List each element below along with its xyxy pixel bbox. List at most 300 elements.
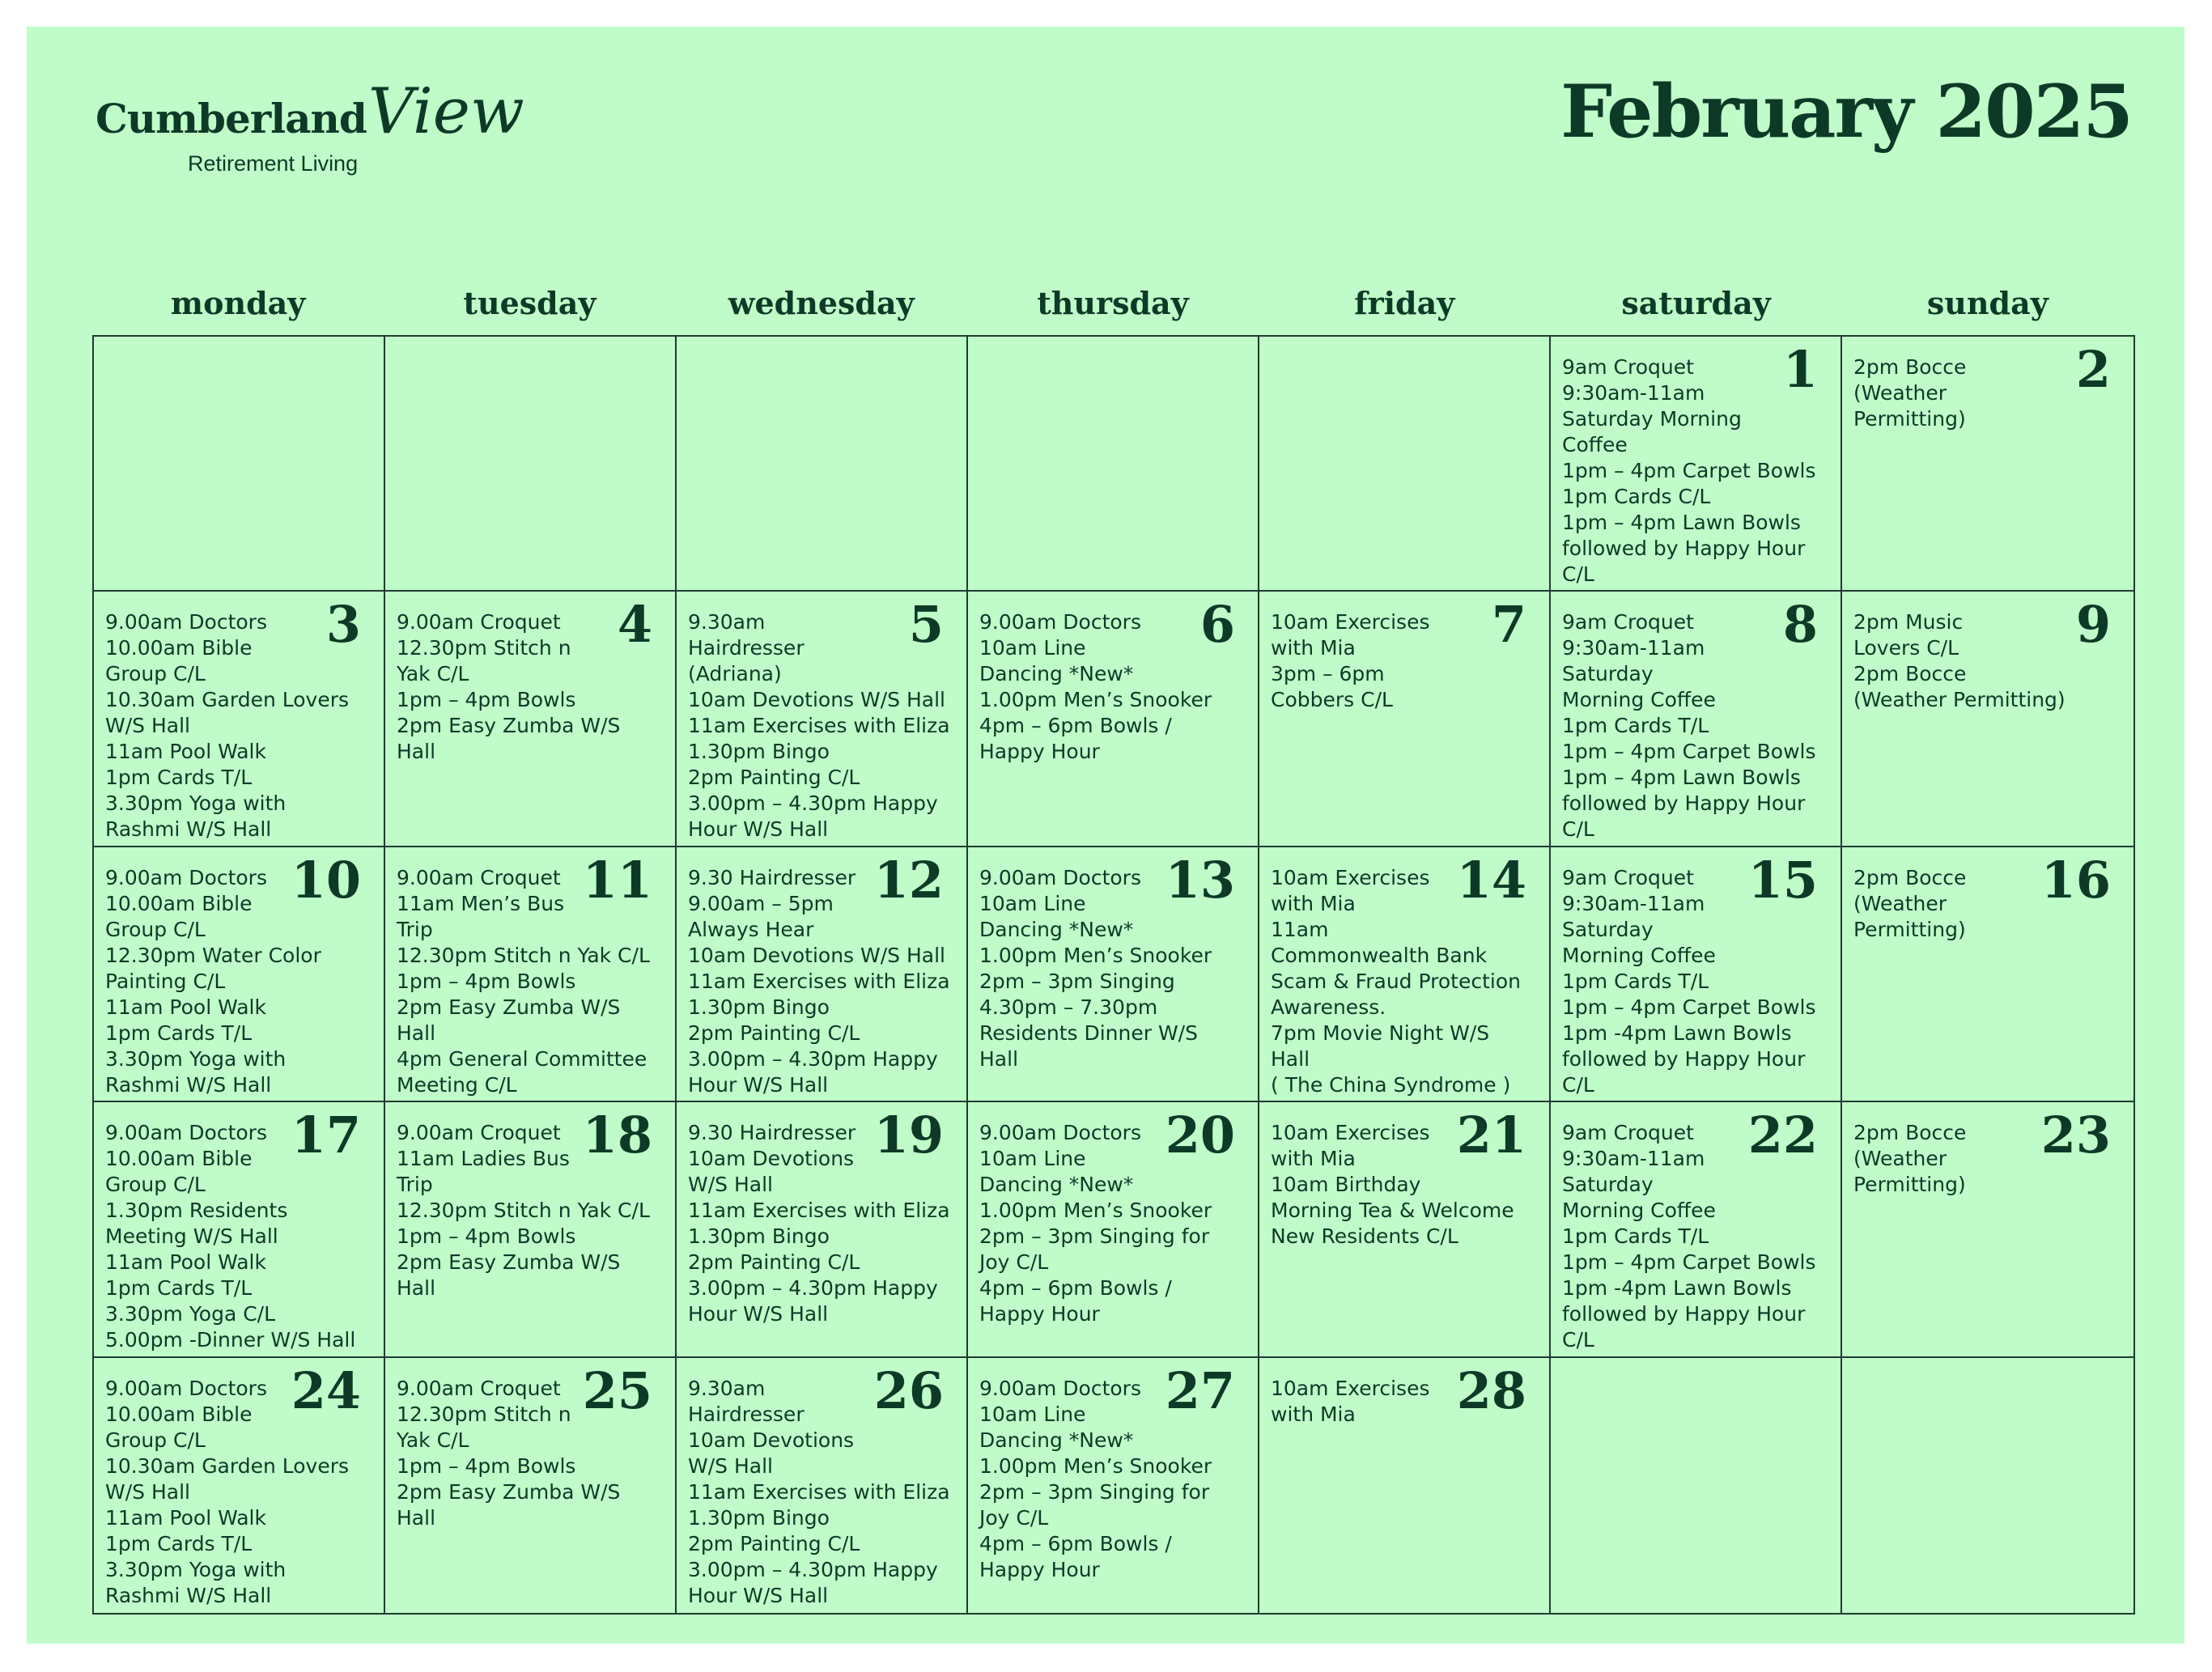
day-number: 16: [2040, 850, 2111, 910]
event-list: [397, 865, 667, 1098]
event-line: 2pm Painting C/L: [688, 1021, 860, 1045]
event-line: 1pm Cards T/L: [105, 1531, 253, 1555]
event-line: 9.30 Hairdresser: [688, 1121, 856, 1145]
day-number: 21: [1456, 1105, 1526, 1165]
event-line: 1pm – 4pm Bowls: [397, 688, 576, 712]
event-line: 1pm – 4pm Bowls: [397, 969, 576, 993]
event-line: 9.00am – 5pm: [688, 891, 834, 915]
event-line: Commonwealth Bank: [1271, 943, 1488, 967]
event-line: Hour W/S Hall: [688, 1302, 829, 1326]
event-line: 1pm Cards T/L: [1562, 714, 1709, 738]
day-cell-19: [677, 1102, 968, 1357]
event-line: 10am Devotions: [688, 1428, 855, 1452]
event-line: 2pm – 3pm Singing: [979, 969, 1175, 993]
event-line: 2pm Bocce: [1853, 662, 1967, 686]
empty-day-cell: [94, 337, 385, 592]
event-line: followed by Happy Hour: [1562, 1302, 1806, 1326]
event-line: Group C/L: [105, 662, 206, 686]
event-line: 1.00pm Men’s Snooker: [979, 1453, 1212, 1478]
event-line: followed by Happy Hour: [1562, 1046, 1806, 1071]
event-line: 12.30pm Stitch n: [397, 1402, 571, 1426]
event-line: Happy Hour: [979, 1302, 1100, 1326]
weekday-thursday: thursday: [1037, 285, 1189, 321]
event-line: 11am Men’s Bus: [397, 891, 565, 915]
event-line: Rashmi W/S Hall: [105, 1583, 272, 1607]
event-line: 9.00am Croquet: [397, 1376, 561, 1400]
event-line: with Mia: [1271, 1402, 1356, 1426]
event-line: 1.00pm Men’s Snooker: [979, 943, 1212, 967]
event-line: 10.30am Garden Lovers: [105, 688, 350, 712]
day-number: 2: [2075, 340, 2111, 399]
event-line: Hour W/S Hall: [688, 817, 829, 842]
day-number: 22: [1747, 1105, 1818, 1165]
event-line: 4pm General Committee: [397, 1046, 647, 1071]
day-cell-22: [1551, 1102, 1842, 1357]
event-line: 5.00pm -Dinner W/S Hall: [105, 1328, 356, 1352]
event-line: 2pm Easy Zumba W/S: [397, 1479, 621, 1504]
event-line: Always Hear: [688, 917, 814, 941]
event-line: 2pm – 3pm Singing for: [979, 1479, 1210, 1504]
event-line: C/L: [1562, 562, 1594, 586]
event-list: [1271, 865, 1541, 1098]
empty-day-cell: [677, 337, 968, 592]
event-line: 9:30am-11am: [1562, 891, 1705, 915]
event-line: 10am Exercises: [1271, 865, 1430, 889]
event-line: 1.30pm Residents: [105, 1199, 288, 1223]
event-line: 9.00am Doctors: [979, 865, 1141, 889]
event-line: Happy Hour: [979, 1557, 1100, 1581]
event-line: 4pm – 6pm Bowls /: [979, 1531, 1172, 1555]
event-list: [105, 1120, 376, 1353]
event-line: 1.30pm Bingo: [688, 995, 830, 1019]
event-list: [979, 865, 1250, 1072]
event-line: 12.30pm Stitch n Yak C/L: [397, 1199, 650, 1223]
event-line: 3.00pm – 4.30pm Happy: [688, 1046, 938, 1071]
event-line: with Mia: [1271, 1147, 1356, 1171]
brand-wordmark: [96, 75, 524, 148]
day-number: 1: [1782, 340, 1818, 399]
empty-day-cell: [385, 337, 677, 592]
event-line: Hairdresser: [688, 636, 805, 660]
day-number: 10: [291, 850, 361, 910]
day-cell-2: [1842, 337, 2133, 592]
weekday-tuesday: tuesday: [463, 285, 597, 321]
event-line: Hairdresser: [688, 1402, 805, 1426]
day-number: 4: [617, 595, 652, 655]
event-line: 11am Exercises with Eliza: [688, 969, 950, 993]
event-list: [688, 1376, 958, 1609]
event-line: 9:30am-11am: [1562, 1147, 1705, 1171]
event-line: 1pm Cards T/L: [105, 1276, 253, 1301]
event-line: 2pm – 3pm Singing for: [979, 1224, 1210, 1249]
event-line: 2pm Painting C/L: [688, 766, 860, 790]
event-line: 10am Exercises: [1271, 610, 1430, 634]
event-list: [979, 609, 1250, 765]
brand-logo: [96, 75, 524, 176]
event-line: Yak C/L: [397, 1428, 469, 1452]
day-cell-10: [94, 847, 385, 1102]
event-list: [397, 1376, 667, 1531]
event-line: 10am Line: [979, 1402, 1086, 1426]
event-line: Group C/L: [105, 1173, 206, 1197]
event-line: Dancing *New*: [979, 1428, 1134, 1452]
event-line: 4pm – 6pm Bowls /: [979, 714, 1172, 738]
event-line: 9am Croquet: [1562, 610, 1694, 634]
event-line: (Weather Permitting): [1853, 688, 2066, 712]
event-line: Coffee: [1562, 433, 1628, 456]
event-line: 2pm Music: [1853, 610, 1964, 634]
event-line: 2pm Painting C/L: [688, 1531, 860, 1555]
event-list: [1853, 1120, 2125, 1198]
event-line: 1pm -4pm Lawn Bowls: [1562, 1276, 1792, 1301]
day-number: 6: [1199, 595, 1235, 655]
day-cell-7: [1259, 592, 1551, 847]
event-line: Yak C/L: [397, 662, 469, 686]
weekday-saturday: saturday: [1621, 285, 1771, 321]
event-line: 2pm Easy Zumba W/S: [397, 1250, 621, 1275]
event-line: 9.30 Hairdresser: [688, 865, 856, 889]
event-line: 11am Ladies Bus: [397, 1147, 570, 1171]
event-line: 9am Croquet: [1562, 355, 1694, 379]
event-list: [979, 1376, 1250, 1583]
event-list: [105, 609, 376, 842]
event-line: W/S Hall: [688, 1173, 773, 1197]
event-line: 10am Exercises: [1271, 1376, 1430, 1400]
event-line: Morning Coffee: [1562, 943, 1716, 967]
event-line: Meeting W/S Hall: [105, 1224, 278, 1249]
event-line: 12.30pm Stitch n: [397, 636, 571, 660]
day-number: 8: [1782, 595, 1818, 655]
event-line: Hall: [397, 740, 436, 764]
day-cell-26: [677, 1358, 968, 1613]
weekday-header-row: [92, 279, 2133, 328]
day-number: 14: [1456, 850, 1526, 910]
event-line: 1pm -4pm Lawn Bowls: [1562, 1021, 1792, 1045]
day-cell-23: [1842, 1102, 2133, 1357]
event-line: 4.30pm – 7.30pm: [979, 995, 1158, 1019]
day-cell-5: [677, 592, 968, 847]
event-line: 3.30pm Yoga with: [105, 1046, 287, 1071]
event-line: 10.00am Bible: [105, 636, 253, 660]
event-line: Permitting): [1853, 407, 1966, 431]
event-line: 11am Pool Walk: [105, 1250, 266, 1275]
event-line: 1.30pm Bingo: [688, 1505, 830, 1530]
event-line: Permitting): [1853, 1173, 1966, 1197]
event-list: [1562, 609, 1832, 842]
event-line: 9.00am Croquet: [397, 610, 561, 634]
event-line: Lovers C/L: [1853, 636, 1959, 660]
event-line: 2pm Bocce: [1853, 865, 1967, 889]
day-number: 3: [325, 595, 361, 655]
event-line: 3.30pm Yoga with: [105, 1557, 287, 1581]
event-line: 10am Devotions W/S Hall: [688, 943, 945, 967]
event-line: 2pm Easy Zumba W/S: [397, 714, 621, 738]
event-line: W/S Hall: [688, 1453, 773, 1478]
day-number: 11: [582, 850, 652, 910]
event-line: 2pm Bocce: [1853, 1121, 1967, 1145]
day-number: 18: [582, 1105, 652, 1165]
day-number: 17: [291, 1105, 361, 1165]
event-list: [1853, 865, 2125, 943]
event-list: [1271, 609, 1541, 713]
event-line: 9.00am Doctors: [105, 610, 267, 634]
event-line: New Residents C/L: [1271, 1224, 1458, 1249]
day-cell-17: [94, 1102, 385, 1357]
event-line: 9.00am Croquet: [397, 865, 561, 889]
day-cell-8: [1551, 592, 1842, 847]
event-list: [979, 1120, 1250, 1327]
day-number: 7: [1491, 595, 1526, 655]
event-line: 1pm – 4pm Carpet Bowls: [1562, 1250, 1816, 1275]
event-line: 10am Devotions: [688, 1147, 855, 1171]
day-number: 20: [1165, 1105, 1235, 1165]
day-number: 12: [873, 850, 944, 910]
event-line: 1pm Cards C/L: [1562, 485, 1711, 508]
event-line: Hour W/S Hall: [688, 1072, 829, 1097]
empty-day-cell: [1842, 1358, 2133, 1613]
day-cell-12: [677, 847, 968, 1102]
event-line: followed by Happy Hour: [1562, 791, 1806, 816]
event-line: Joy C/L: [979, 1250, 1049, 1275]
event-line: 9.00am Doctors: [979, 1376, 1141, 1400]
event-line: W/S Hall: [105, 1479, 190, 1504]
event-line: Residents Dinner W/S: [979, 1021, 1198, 1045]
event-line: 3.30pm Yoga with: [105, 791, 287, 816]
event-list: [688, 1120, 958, 1327]
event-line: Saturday: [1562, 917, 1654, 941]
event-line: Hall: [397, 1505, 436, 1530]
event-line: 1pm Cards T/L: [1562, 1224, 1709, 1249]
event-list: [397, 609, 667, 765]
event-line: 10.00am Bible: [105, 891, 253, 915]
event-line: 1.00pm Men’s Snooker: [979, 1199, 1212, 1223]
event-line: 7pm Movie Night W/S: [1271, 1021, 1490, 1045]
day-cell-25: [385, 1358, 677, 1613]
day-number: 25: [582, 1360, 652, 1420]
event-list: [688, 609, 958, 842]
event-line: 10am Exercises: [1271, 1121, 1430, 1145]
event-line: 3.30pm Yoga C/L: [105, 1302, 276, 1326]
event-line: Joy C/L: [979, 1505, 1049, 1530]
event-line: 3.00pm – 4.30pm Happy: [688, 1557, 938, 1581]
event-line: followed by Happy Hour: [1562, 537, 1806, 560]
day-cell-13: [968, 847, 1259, 1102]
day-cell-24: [94, 1358, 385, 1613]
event-line: 10.00am Bible: [105, 1402, 253, 1426]
event-line: 9.00am Doctors: [105, 1376, 267, 1400]
event-line: 9:30am-11am: [1562, 636, 1705, 660]
day-number: 5: [908, 595, 944, 655]
event-line: Cobbers C/L: [1271, 688, 1393, 712]
day-number: 13: [1165, 850, 1235, 910]
day-cell-9: [1842, 592, 2133, 847]
event-line: 10am Line: [979, 636, 1086, 660]
event-line: Dancing *New*: [979, 917, 1134, 941]
event-line: Dancing *New*: [979, 662, 1134, 686]
weekday-wednesday: wednesday: [728, 285, 915, 321]
event-line: ( The China Syndrome ): [1271, 1072, 1511, 1097]
event-line: Morning Tea & Welcome: [1271, 1199, 1514, 1223]
day-cell-18: [385, 1102, 677, 1357]
event-list: [1853, 609, 2125, 713]
day-cell-3: [94, 592, 385, 847]
event-line: Permitting): [1853, 917, 1966, 941]
day-cell-11: [385, 847, 677, 1102]
brand-subtitle: Retirement Living: [188, 151, 359, 176]
empty-day-cell: [968, 337, 1259, 592]
day-number: 24: [291, 1360, 361, 1420]
event-line: 1pm – 4pm Bowls: [397, 1453, 576, 1478]
event-list: [1271, 1376, 1541, 1428]
event-line: C/L: [1562, 1072, 1594, 1097]
event-list: [1562, 865, 1832, 1098]
event-line: Hall: [397, 1021, 436, 1045]
day-number: 23: [2040, 1105, 2111, 1165]
event-line: 1pm Cards T/L: [105, 1021, 253, 1045]
weekday-monday: monday: [170, 285, 306, 321]
event-line: C/L: [1562, 1328, 1594, 1352]
event-line: Group C/L: [105, 1428, 206, 1452]
day-cell-16: [1842, 847, 2133, 1102]
event-list: [1562, 1120, 1832, 1353]
event-line: 2pm Easy Zumba W/S: [397, 995, 621, 1019]
event-line: 9:30am-11am: [1562, 381, 1705, 405]
event-line: 10am Birthday: [1271, 1173, 1421, 1197]
event-line: 10.30am Garden Lovers: [105, 1453, 350, 1478]
page-title: February 2025: [1560, 69, 2132, 155]
event-line: Morning Coffee: [1562, 1199, 1716, 1223]
event-line: Hall: [397, 1276, 436, 1301]
day-cell-14: [1259, 847, 1551, 1102]
event-line: Saturday: [1562, 662, 1654, 686]
event-line: 9.00am Doctors: [105, 1121, 267, 1145]
day-number: 26: [873, 1360, 944, 1420]
event-line: 11am Exercises with Eliza: [688, 1199, 950, 1223]
event-line: 9.00am Croquet: [397, 1121, 561, 1145]
event-line: 1.00pm Men’s Snooker: [979, 688, 1212, 712]
event-line: 9am Croquet: [1562, 1121, 1694, 1145]
event-list: [105, 865, 376, 1098]
event-line: 11am Pool Walk: [105, 740, 266, 764]
event-line: (Weather: [1853, 1147, 1947, 1171]
day-cell-6: [968, 592, 1259, 847]
event-line: Rashmi W/S Hall: [105, 817, 272, 842]
event-line: 9.00am Doctors: [979, 610, 1141, 634]
event-line: 12.30pm Stitch n Yak C/L: [397, 943, 650, 967]
day-number: 27: [1165, 1360, 1235, 1420]
event-line: Trip: [397, 917, 433, 941]
day-number: 15: [1747, 850, 1818, 910]
event-line: Trip: [397, 1173, 433, 1197]
day-number: 9: [2075, 595, 2111, 655]
event-line: 1pm – 4pm Lawn Bowls: [1562, 511, 1801, 534]
event-line: with Mia: [1271, 636, 1356, 660]
event-line: 3.00pm – 4.30pm Happy: [688, 791, 938, 816]
brand-name: Cumberland: [96, 95, 367, 142]
event-line: Rashmi W/S Hall: [105, 1072, 272, 1097]
event-line: 12.30pm Water Color: [105, 943, 321, 967]
event-line: 9.30am: [688, 1376, 766, 1400]
weekday-sunday: sunday: [1926, 285, 2049, 321]
day-cell-27: [968, 1358, 1259, 1613]
day-cell-4: [385, 592, 677, 847]
event-line: 10.00am Bible: [105, 1147, 253, 1171]
event-line: Awareness.: [1271, 995, 1386, 1019]
event-line: 1pm – 4pm Lawn Bowls: [1562, 766, 1801, 790]
event-line: 9.00am Doctors: [105, 865, 267, 889]
event-line: Hall: [1271, 1046, 1310, 1071]
event-line: Meeting C/L: [397, 1072, 517, 1097]
event-line: Hour W/S Hall: [688, 1583, 829, 1607]
event-line: 9am Croquet: [1562, 865, 1694, 889]
event-line: Saturday: [1562, 1173, 1654, 1197]
event-line: Saturday Morning: [1562, 407, 1742, 431]
event-line: 11am Exercises with Eliza: [688, 714, 950, 738]
event-list: [1853, 354, 2125, 432]
event-line: 11am Exercises with Eliza: [688, 1479, 950, 1504]
event-line: Scam & Fraud Protection: [1271, 969, 1521, 993]
event-line: Painting C/L: [105, 969, 226, 993]
event-line: Group C/L: [105, 917, 206, 941]
event-line: Hall: [979, 1046, 1019, 1071]
event-line: 3.00pm – 4.30pm Happy: [688, 1276, 938, 1301]
day-number: 19: [873, 1105, 944, 1165]
event-line: with Mia: [1271, 891, 1356, 915]
day-cell-15: [1551, 847, 1842, 1102]
calendar-grid: [92, 335, 2135, 1615]
day-cell-21: [1259, 1102, 1551, 1357]
event-line: 11am: [1271, 917, 1329, 941]
event-line: (Weather: [1853, 891, 1947, 915]
event-line: C/L: [1562, 817, 1594, 842]
empty-day-cell: [1259, 337, 1551, 592]
event-line: 4pm – 6pm Bowls /: [979, 1276, 1172, 1301]
event-list: [1271, 1120, 1541, 1250]
event-line: 3pm – 6pm: [1271, 662, 1385, 686]
event-line: 1pm – 4pm Carpet Bowls: [1562, 459, 1816, 482]
event-line: 2pm Bocce: [1853, 355, 1967, 379]
day-cell-1: [1551, 337, 1842, 592]
event-line: 10am Line: [979, 891, 1086, 915]
day-cell-28: [1259, 1358, 1551, 1613]
event-line: Dancing *New*: [979, 1173, 1134, 1197]
event-line: 1pm – 4pm Bowls: [397, 1224, 576, 1249]
event-line: 11am Pool Walk: [105, 1505, 266, 1530]
event-line: 11am Pool Walk: [105, 995, 266, 1019]
brand-script: View: [367, 75, 524, 148]
event-line: 10am Devotions W/S Hall: [688, 688, 945, 712]
event-line: Happy Hour: [979, 740, 1100, 764]
calendar-page: [27, 27, 2184, 1644]
event-list: [1562, 354, 1832, 588]
event-line: 1pm – 4pm Carpet Bowls: [1562, 995, 1816, 1019]
day-number: 28: [1456, 1360, 1526, 1420]
event-list: [688, 865, 958, 1098]
day-cell-20: [968, 1102, 1259, 1357]
event-line: 10am Line: [979, 1147, 1086, 1171]
event-line: 1pm Cards T/L: [105, 766, 253, 790]
event-line: W/S Hall: [105, 714, 190, 738]
event-line: Morning Coffee: [1562, 688, 1716, 712]
event-line: 9.30am: [688, 610, 766, 634]
event-line: (Weather: [1853, 381, 1947, 405]
event-line: 9.00am Doctors: [979, 1121, 1141, 1145]
weekday-friday: friday: [1354, 285, 1455, 321]
event-list: [105, 1376, 376, 1609]
event-line: 1.30pm Bingo: [688, 740, 830, 764]
event-line: 1pm Cards T/L: [1562, 969, 1709, 993]
event-line: 2pm Painting C/L: [688, 1250, 860, 1275]
